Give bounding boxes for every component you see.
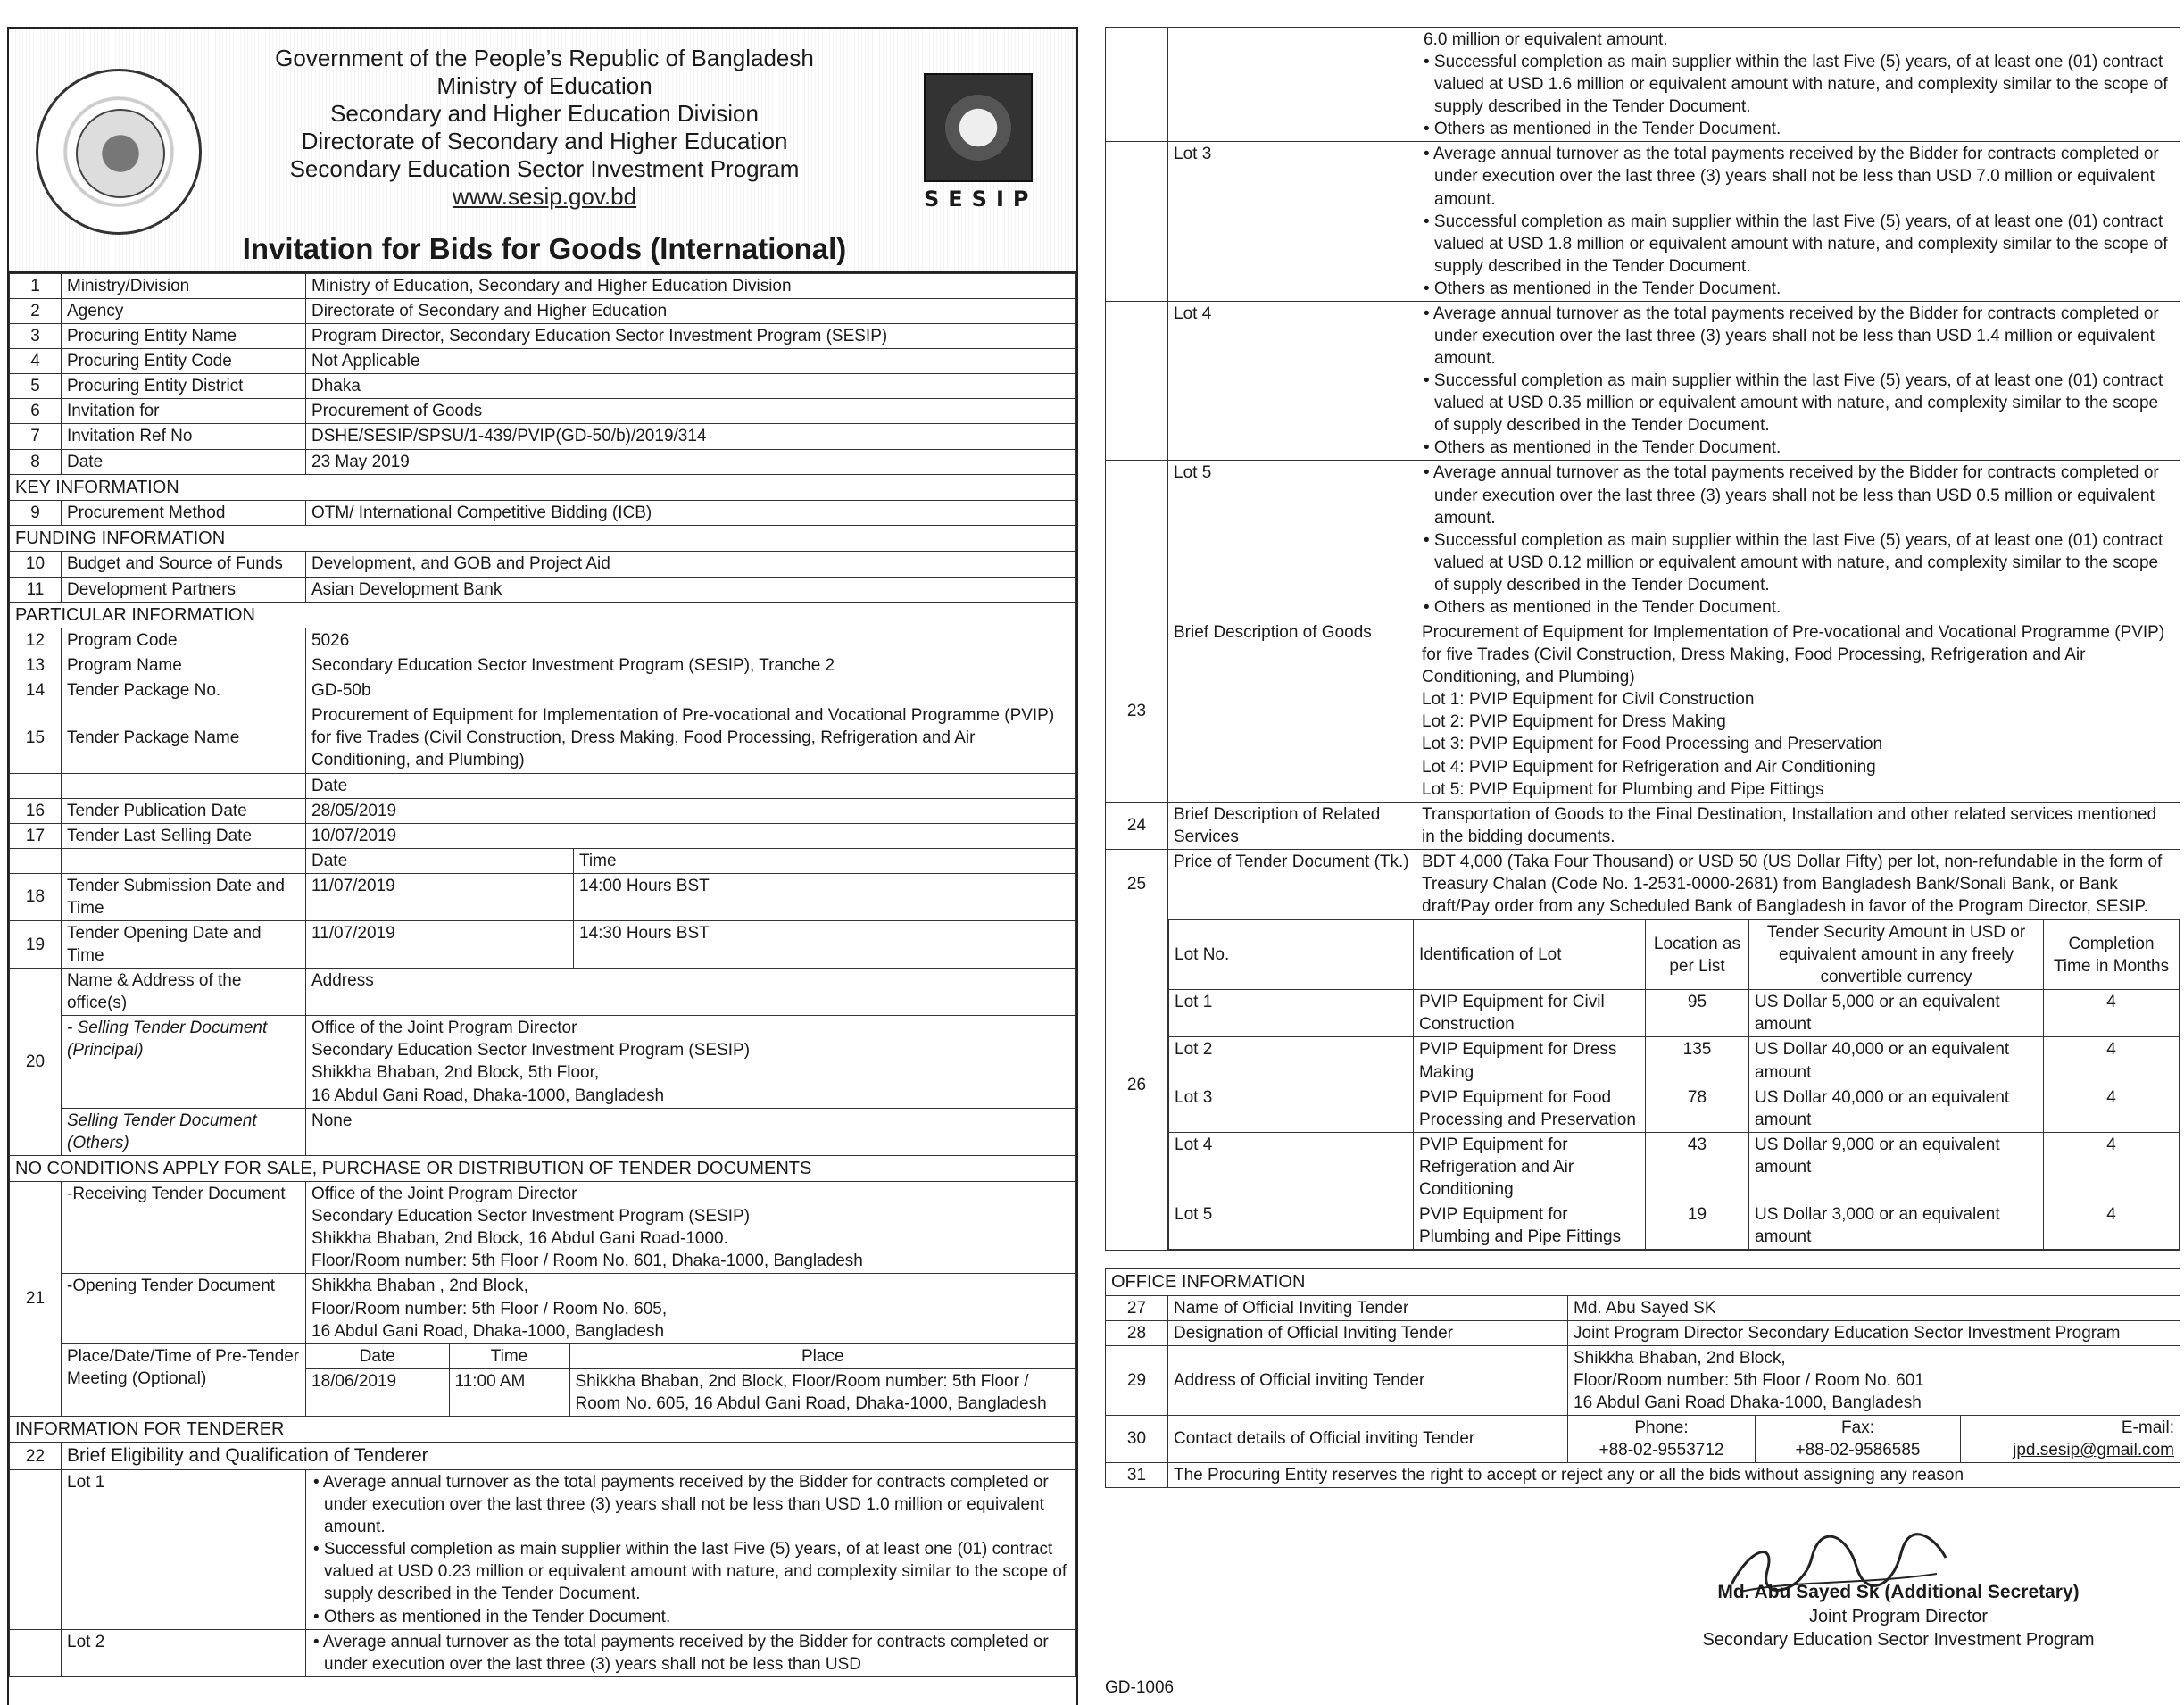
government-seal-icon [36, 69, 202, 235]
row-value: Transportation of Goods to the Final Destination, Installation and other related services mentioned in the bidding documents. [1416, 802, 2180, 849]
row-number: 11 [10, 577, 62, 602]
fax-cell [1756, 1415, 1961, 1462]
section-particular-information: PARTICULAR INFORMATION [10, 602, 1076, 628]
phone-label: Phone: [1634, 1418, 1689, 1437]
table-row [1169, 1037, 2180, 1085]
requirement-bullet: • Average annual turnover as the total payments received by the Bidder for contracts completed or under execution over the last three (3) years shall not be less than USD [313, 1632, 1049, 1674]
blank-cell [1106, 142, 1168, 302]
column-header: Lot No. [1169, 920, 1414, 990]
blank-cell [1106, 461, 1168, 620]
row-label: Brief Description of Goods [1168, 620, 1416, 803]
table-row [1169, 1202, 2180, 1249]
lot-row [10, 1470, 1076, 1630]
row-date: 11/07/2019 [306, 873, 574, 920]
row-label: Brief Description of Related Services [1168, 802, 1416, 849]
table-cell: 4 [2044, 1085, 2180, 1132]
row-value: Directorate of Secondary and Higher Education [306, 299, 1076, 324]
table-row [1169, 1085, 2180, 1132]
goods-line: Lot 5: PVIP Equipment for Plumbing and Pipe Fittings [1422, 779, 1824, 799]
table-cell: US Dollar 3,000 or an equivalent amount [1749, 1202, 2044, 1249]
row-number: 28 [1106, 1320, 1168, 1345]
others-value: None [306, 1108, 1076, 1155]
requirement-bullet: • Successful completion as main supplier within the last Five (5) years, of at least one (01) contract valued at USD 0.35 million or equivalent amount with nature, and complexity similar to the scope of supply described in the Tender Document. [1424, 371, 2163, 436]
requirement-bullet: • Average annual turnover as the total payments received by the Bidder for contracts completed or under execution over the last three (3) years shall not be less than USD 1.4 million or equivalent amount. [1424, 304, 2159, 369]
goods-line: Lot 4: PVIP Equipment for Refrigeration and Air Conditioning [1422, 757, 1876, 777]
column-header-date: Date [306, 848, 574, 873]
sesip-logo-icon [924, 73, 1033, 182]
row-number: 7 [10, 424, 62, 449]
requirement-bullet: • Successful completion as main supplier within the last Five (5) years, of at least one (01) contract valued at USD 1.8 million or equivalent amount with nature, and complexity similar to the scope of supply described in the Tender Document. [1424, 212, 2168, 276]
table-cell: US Dollar 5,000 or an equivalent amount [1749, 990, 2044, 1037]
row-value: 28/05/2019 [306, 798, 1076, 823]
pre-tender-time: 11:00 AM [449, 1368, 569, 1416]
row-number: 12 [10, 628, 62, 653]
email-cell [1961, 1415, 2180, 1462]
row-number: 1 [10, 274, 62, 299]
table-cell: PVIP Equipment for Plumbing and Pipe Fittings [1414, 1202, 1646, 1249]
row-number: 22 [10, 1443, 62, 1470]
office-table [1105, 1268, 2180, 1488]
column-header: Tender Security Amount in USD or equivalent amount in any freely convertible currency [1749, 920, 2044, 990]
table-cell: 4 [2044, 1202, 2180, 1249]
row-value: 5026 [306, 628, 1076, 653]
section-no-conditions: NO CONDITIONS APPLY FOR SALE, PURCHASE OR DISTRIBUTION OF TENDER DOCUMENTS [10, 1155, 1076, 1181]
requirement-bullet: • Successful completion as main supplier within the last Five (5) years, of at least one (01) contract valued at USD 0.12 million or equivalent amount with nature, and complexity similar to the scope of supply described in the Tender Document. [1424, 530, 2163, 595]
row-label: Budget and Source of Funds [62, 552, 306, 577]
table-row [1169, 1132, 2180, 1202]
row-number: 19 [10, 920, 62, 968]
lot-requirements [1416, 461, 2180, 620]
signatory-org: Secondary Education Sector Investment Program [1702, 1630, 2095, 1651]
table-cell: 4 [2044, 1037, 2180, 1085]
table-cell: PVIP Equipment for Refrigeration and Air Conditioning [1414, 1132, 1646, 1202]
lot-name: Lot 2 [62, 1629, 306, 1676]
phone-value: +88-02-9553712 [1599, 1441, 1724, 1460]
lot-requirements [1416, 301, 2180, 461]
row-label: Invitation Ref No [62, 424, 306, 449]
row-value: Asian Development Bank [306, 577, 1076, 602]
table-cell: PVIP Equipment for Food Processing and Preservation [1414, 1085, 1646, 1132]
signature-block [1648, 1580, 2148, 1652]
receiving-address [306, 1182, 1076, 1274]
table-cell: 4 [2044, 990, 2180, 1037]
table-cell: 95 [1646, 990, 1749, 1037]
pre-tender-label: Place/Date/Time of Pre-Tender Meeting (Optional) [62, 1343, 306, 1416]
row-number: 18 [10, 873, 62, 920]
requirement-bullet: • Others as mentioned in the Tender Document. [1424, 438, 1781, 458]
lot-name: Lot 3 [1168, 142, 1416, 302]
address-line: Floor/Room number: 5th Floor / Room No. 605, [311, 1299, 668, 1318]
row-number: 15 [10, 703, 62, 773]
header-line: Government of the People’s Republic of Bangladesh [275, 45, 814, 71]
row-label: Development Partners [62, 577, 306, 602]
row-value: OTM/ International Competitive Bidding (ICB) [306, 501, 1076, 526]
signatory-title: Joint Program Director [1808, 1606, 1989, 1626]
row-label: Procuring Entity District [62, 374, 306, 399]
row-label: Procuring Entity Name [62, 324, 306, 349]
table-row [10, 374, 1076, 399]
row-number: 9 [10, 501, 62, 526]
lot-row [1106, 142, 2180, 302]
row-number: 16 [10, 798, 62, 823]
table-cell: US Dollar 9,000 or an equivalent amount [1749, 1132, 2044, 1202]
lot-name [1168, 28, 1416, 142]
signatory-name: Md. Abu Sayed Sk (Additional Secretary) [1717, 1582, 2080, 1602]
table-row [10, 449, 1076, 474]
table-row [10, 274, 1076, 299]
goods-line: Lot 2: PVIP Equipment for Dress Making [1422, 712, 1726, 732]
column-header: Location as per List [1646, 920, 1749, 990]
address-line: Office of the Joint Program Director [311, 1185, 577, 1204]
pre-tender-place: Shikkha Bhaban, 2nd Block, Floor/Room number: 5th Floor / Room No. 605, 16 Abdul Gani Road, Dhaka-1000, Bangladesh [569, 1368, 1075, 1416]
row-value: Joint Program Director Secondary Education Sector Investment Program [1568, 1320, 2180, 1345]
row-value: Program Director, Secondary Education Sector Investment Program (SESIP) [306, 324, 1076, 349]
goods-description [1416, 620, 2180, 803]
row-number: 31 [1106, 1463, 1168, 1488]
sesip-logo [924, 73, 1038, 212]
requirement-bullet: • Others as mentioned in the Tender Document. [1424, 120, 1781, 139]
address-line: Secondary Education Sector Investment Program (SESIP) [311, 1207, 751, 1227]
row-label: Brief Eligibility and Qualification of Tenderer [62, 1443, 1076, 1470]
row-number: 2 [10, 299, 62, 324]
header-text [232, 45, 857, 211]
row-value: Ministry of Education, Secondary and Higher Education Division [306, 274, 1076, 299]
row-number: 20 [10, 969, 62, 1156]
table-cell: US Dollar 40,000 or an equivalent amount [1749, 1085, 2044, 1132]
address-line: 16 Abdul Gani Road Dhaka-1000, Bangladesh [1574, 1393, 1922, 1412]
info-table [9, 273, 1076, 1677]
address-line: Office of the Joint Program Director [311, 1019, 577, 1038]
row-label: Tender Opening Date and Time [62, 920, 306, 968]
requirement-bullet: • Average annual turnover as the total payments received by the Bidder for contracts completed or under execution over the last three (3) years shall not be less than USD 1.0 million or equivalent amount. [313, 1473, 1049, 1537]
left-column [7, 27, 1078, 1705]
row-label: Agency [62, 299, 306, 324]
blank-cell [1106, 28, 1168, 142]
row-label: Name of Official Inviting Tender [1168, 1295, 1568, 1320]
row-value: Dhaka [306, 374, 1076, 399]
eligibility-continued-table [1105, 27, 2180, 1251]
row-number: 10 [10, 552, 62, 577]
row-value: Procurement of Goods [306, 399, 1076, 424]
table-row [10, 299, 1076, 324]
header-line: Secondary and Higher Education Division [330, 100, 759, 127]
row-number: 8 [10, 449, 62, 474]
opening-address [306, 1274, 1076, 1343]
row-label: Tender Last Selling Date [62, 823, 306, 848]
row-label: Procurement Method [62, 501, 306, 526]
lot-name: Lot 4 [1168, 301, 1416, 461]
table-row [10, 399, 1076, 424]
row-time: 14:30 Hours BST [574, 920, 1076, 968]
fax-label: Fax: [1841, 1418, 1874, 1437]
blank-cell [1106, 301, 1168, 461]
row-value: Not Applicable [306, 349, 1076, 374]
table-row [10, 324, 1076, 349]
lot-name: Lot 1 [62, 1470, 306, 1630]
row-value: BDT 4,000 (Taka Four Thousand) or USD 50 (US Dollar Fifty) per lot, non-refundable in the form of Treasury Chalan (Code No. 1-2531-0000-2681) from Bangladesh Bank/Sonali Bank, or Bank draft/Pay order from any Scheduled Bank of Bangladesh in favor of the Program Director, SESIP. [1416, 849, 2180, 919]
table-cell: 43 [1646, 1132, 1749, 1202]
row-label: Invitation for [62, 399, 306, 424]
official-address [1568, 1345, 2180, 1415]
lot-row [1106, 301, 2180, 461]
address-line: Shikkha Bhaban, 2nd Block, 16 Abdul Gani Road-1000. [311, 1229, 728, 1249]
row-number: 23 [1106, 620, 1168, 803]
table-cell: 4 [2044, 1132, 2180, 1202]
column-header-time: Time [449, 1344, 569, 1369]
lot-requirements [306, 1629, 1076, 1676]
pre-tender-cell [306, 1343, 1076, 1416]
table-cell: Lot 4 [1169, 1132, 1414, 1202]
email-link[interactable]: jpd.sesip@gmail.com [2013, 1441, 2174, 1460]
row-label: Program Code [62, 628, 306, 653]
row-number: 29 [1106, 1345, 1168, 1415]
row-time: 14:00 Hours BST [574, 873, 1076, 920]
row-number: 4 [10, 349, 62, 374]
email-label: E-mail: [2121, 1418, 2174, 1437]
others-label: Selling Tender Document (Others) [62, 1108, 306, 1155]
table-cell: Lot 3 [1169, 1085, 1414, 1132]
lot-security-cell [1168, 919, 2180, 1251]
row-label: Name & Address of the office(s) [62, 969, 306, 1016]
table-cell: 19 [1646, 1202, 1749, 1249]
requirement-bullet: • Average annual turnover as the total payments received by the Bidder for contracts completed or under execution over the last three (3) years shall not be less than USD 7.0 million or equivalent amount. [1424, 145, 2159, 209]
address-line: Shikkha Bhaban, 2nd Block, 5th Floor, [311, 1063, 600, 1083]
row-value: Development, and GOB and Project Aid [306, 552, 1076, 577]
header-line: Secondary Education Sector Investment Program [289, 155, 800, 182]
address-line: Shikkha Bhaban , 2nd Block, [311, 1277, 528, 1296]
column-header-date: Date [306, 1344, 449, 1369]
header-line: Directorate of Secondary and Higher Education [301, 128, 788, 154]
row-number: 5 [10, 374, 62, 399]
requirement-bullet: • Others as mentioned in the Tender Document. [1424, 597, 1781, 617]
row-label: Tender Package No. [62, 678, 306, 703]
lot-requirements [1416, 28, 2180, 142]
row-label: Tender Publication Date [62, 798, 306, 823]
pre-tender-table [306, 1344, 1075, 1416]
table-cell: PVIP Equipment for Dress Making [1414, 1037, 1646, 1085]
row-number: 24 [1106, 802, 1168, 849]
row-label: Procuring Entity Code [62, 349, 306, 374]
table-row [1169, 990, 2180, 1037]
requirement-bullet: • Others as mentioned in the Tender Document. [313, 1607, 671, 1626]
requirement-bullet: • Successful completion as main supplier within the last Five (5) years, of at least one (01) contract valued at USD 0.23 million or equivalent amount with nature, and complexity similar to the scope of supply described in the Tender Document. [313, 1540, 1067, 1604]
address-line: 16 Abdul Gani Road, Dhaka-1000, Bangladesh [311, 1085, 665, 1105]
requirement-bullet: • Average annual turnover as the total payments received by the Bidder for contracts completed or under execution over the last three (3) years shall not be less than USD 0.5 million or equivalent amount. [1424, 463, 2159, 528]
row-number: 14 [10, 678, 62, 703]
requirement-bullet: 6.0 million or equivalent amount. [1424, 30, 1668, 49]
row-value: 23 May 2019 [306, 449, 1076, 474]
row-number: 21 [10, 1182, 62, 1417]
address-line: Floor/Room number: 5th Floor / Room No. 601 [1574, 1370, 1924, 1390]
address-line: Shikkha Bhaban, 2nd Block, [1574, 1348, 1786, 1368]
selling-label: - Selling Tender Document (Principal) [62, 1016, 306, 1108]
column-header: Completion Time in Months [2044, 920, 2180, 990]
table-cell: 78 [1646, 1085, 1749, 1132]
address-line: 16 Abdul Gani Road, Dhaka-1000, Bangladesh [311, 1321, 665, 1341]
footer-code: GD-1006 [1105, 1678, 1175, 1697]
lot-requirements [306, 1470, 1076, 1630]
table-cell: Lot 1 [1169, 990, 1414, 1037]
blank-cell [10, 1629, 62, 1676]
row-value: The Procuring Entity reserves the right to accept or reject any or all the bids without assigning any reason [1168, 1463, 2180, 1488]
table-cell: Lot 2 [1169, 1037, 1414, 1085]
pre-tender-date: 18/06/2019 [306, 1368, 449, 1416]
opening-label: -Opening Tender Document [62, 1274, 306, 1343]
row-label: Program Name [62, 653, 306, 678]
row-label: Designation of Official Inviting Tender [1168, 1320, 1568, 1345]
row-number: 17 [10, 823, 62, 848]
row-number: 6 [10, 399, 62, 424]
row-value: Secondary Education Sector Investment Program (SESIP), Tranche 2 [306, 653, 1076, 678]
blank-cell [10, 1470, 62, 1630]
requirement-bullet: • Successful completion as main supplier within the last Five (5) years, of at least one (01) contract valued at USD 1.6 million or equivalent amount with nature, and complexity similar to the scope of supply described in the Tender Document. [1424, 53, 2168, 117]
row-label: Address of Official inviting Tender [1168, 1345, 1568, 1415]
row-label: Tender Package Name [62, 703, 306, 773]
row-label: Tender Submission Date and Time [62, 873, 306, 920]
row-label: Date [62, 449, 306, 474]
document-title: Invitation for Bids for Goods (International) [242, 232, 847, 265]
column-header-place: Place [569, 1344, 1075, 1369]
row-value: DSHE/SESIP/SPSU/1-439/PVIP(GD-50/b)/2019/314 [306, 424, 1076, 449]
table-cell: Lot 5 [1169, 1202, 1414, 1249]
section-office-information: OFFICE INFORMATION [1106, 1269, 2180, 1295]
row-value: 10/07/2019 [306, 823, 1076, 848]
lot-row [1106, 461, 2180, 620]
lot-name: Lot 5 [1168, 461, 1416, 620]
row-number: 27 [1106, 1295, 1168, 1320]
row-value: Md. Abu Sayed SK [1568, 1295, 2180, 1320]
column-header: Identification of Lot [1414, 920, 1646, 990]
document-header [9, 29, 1076, 273]
row-date: 11/07/2019 [306, 920, 574, 968]
phone-cell [1568, 1415, 1756, 1462]
lot-requirements [1416, 142, 2180, 302]
table-row [10, 349, 1076, 374]
lot-security-table [1168, 919, 2180, 1250]
row-value: Procurement of Equipment for Implementation of Pre-vocational and Vocational Programme (PVIP) for five Trades (Civil Construction, Dress Making, Food Processing, Refrigeration and Air Conditioning, and Plumbing) [306, 703, 1076, 773]
section-key-information: KEY INFORMATION [10, 474, 1076, 500]
website-link[interactable]: www.sesip.gov.bd [452, 183, 637, 210]
fax-value: +88-02-9586585 [1795, 1441, 1921, 1460]
requirement-bullet: • Others as mentioned in the Tender Document. [1424, 279, 1781, 298]
row-value: GD-50b [306, 678, 1076, 703]
table-cell: 135 [1646, 1037, 1749, 1085]
row-label: Price of Tender Document (Tk.) [1168, 849, 1416, 919]
table-row [10, 424, 1076, 449]
table-cell: PVIP Equipment for Civil Construction [1414, 990, 1646, 1037]
section-information-for-tenderer: INFORMATION FOR TENDERER [10, 1416, 1076, 1442]
column-header-date: Date [306, 773, 1076, 798]
lot-row [10, 1629, 1076, 1676]
row-number: 25 [1106, 849, 1168, 919]
column-header-time: Time [574, 848, 1076, 873]
row-number: 13 [10, 653, 62, 678]
goods-line: Procurement of Equipment for Implementation of Pre-vocational and Vocational Programme (PVIP) for five Trades (Civil Construction, Dress Making, Food Processing, Refrigeration and Air Conditioning, and Plumbing) [1422, 623, 2165, 687]
row-number: 3 [10, 324, 62, 349]
section-funding-information: FUNDING INFORMATION [10, 526, 1076, 552]
goods-line: Lot 1: PVIP Equipment for Civil Construction [1422, 690, 1755, 710]
receiving-label: -Receiving Tender Document [62, 1182, 306, 1274]
row-label: Contact details of Official inviting Tender [1168, 1415, 1568, 1462]
header-line: Ministry of Education [436, 72, 652, 99]
goods-line: Lot 3: PVIP Equipment for Food Processing and Preservation [1422, 735, 1883, 754]
row-label: Ministry/Division [62, 274, 306, 299]
address-line: Floor/Room number: 5th Floor / Room No. 601, Dhaka-1000, Bangladesh [311, 1252, 863, 1271]
row-number: 26 [1106, 919, 1168, 1251]
lot-row [1106, 28, 2180, 142]
address-line: Secondary Education Sector Investment Program (SESIP) [311, 1041, 751, 1060]
column-header-address: Address [306, 969, 1076, 1016]
selling-address [306, 1016, 1076, 1108]
table-cell: US Dollar 40,000 or an equivalent amount [1749, 1037, 2044, 1085]
row-number: 30 [1106, 1415, 1168, 1462]
logo-text: SESIP [924, 187, 1038, 212]
